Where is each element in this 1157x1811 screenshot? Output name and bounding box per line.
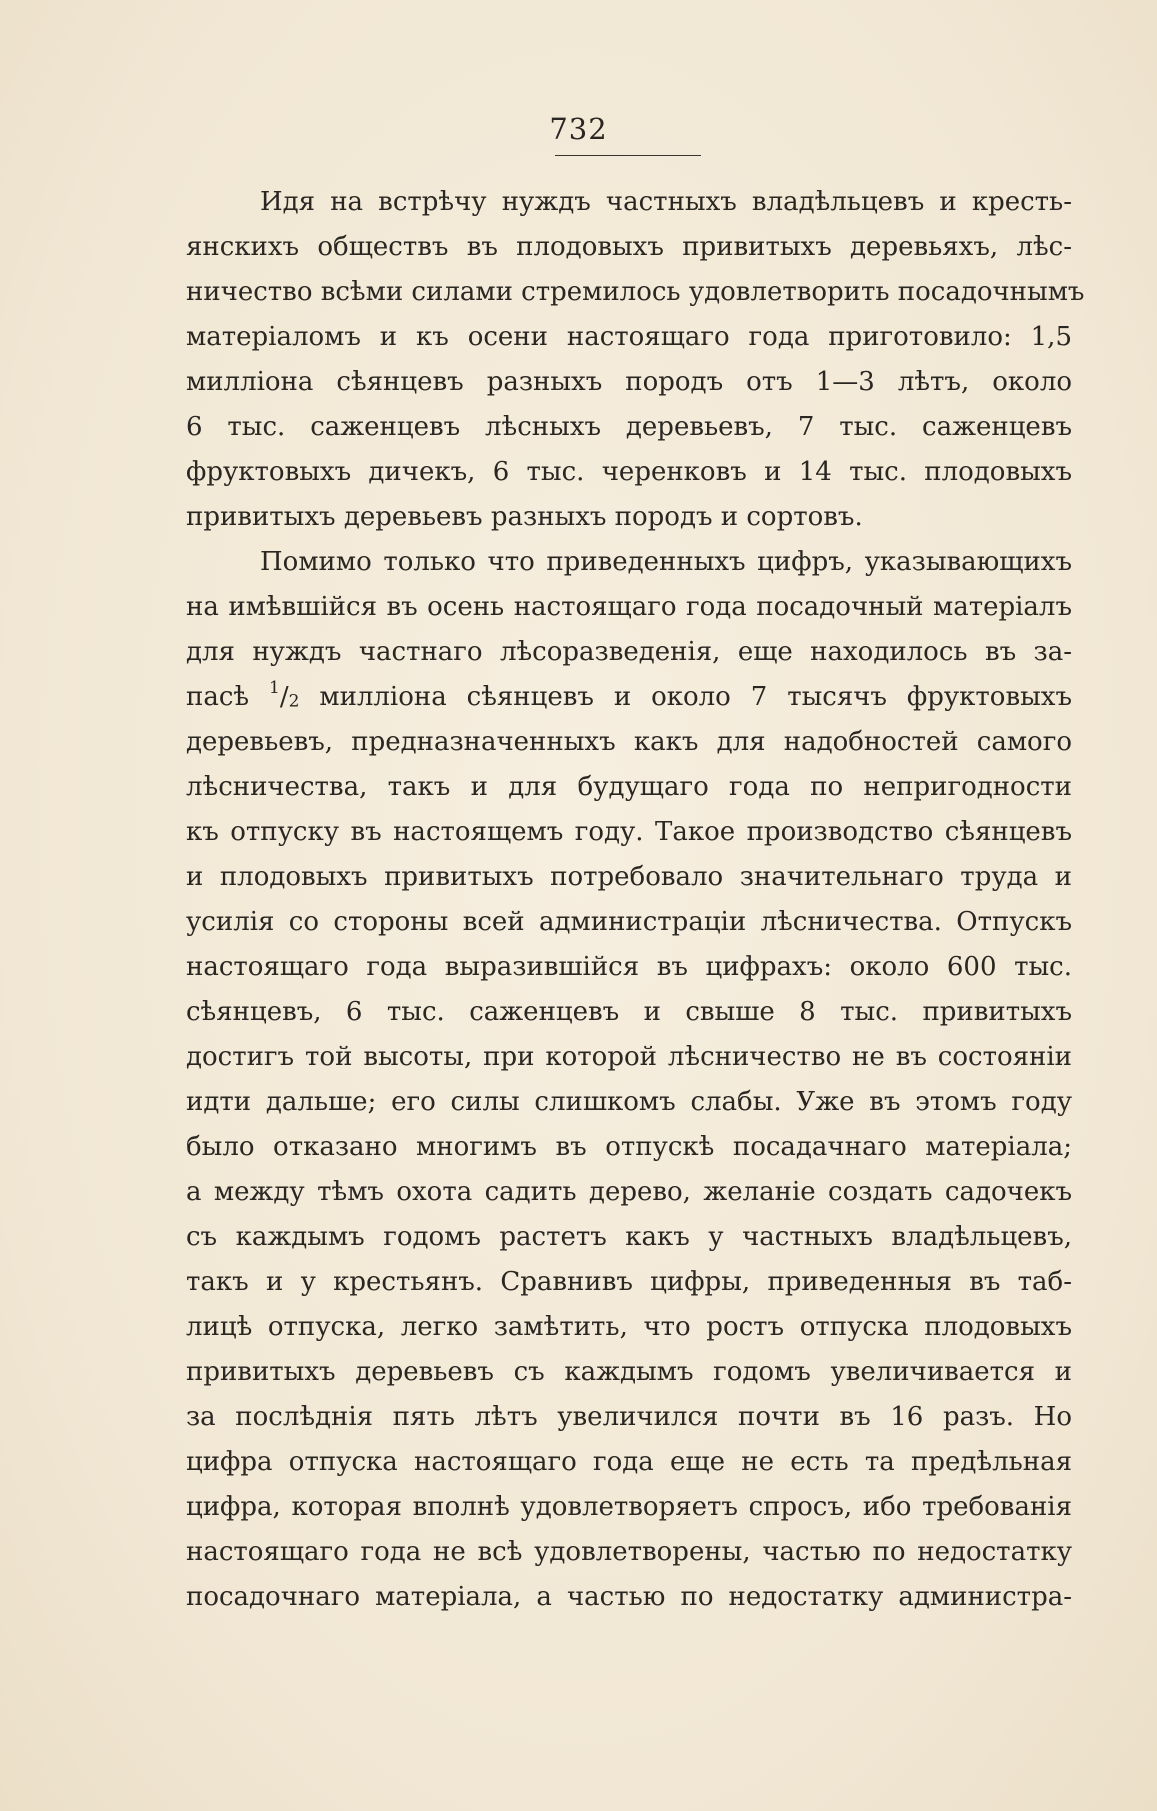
body-text (186, 180, 1085, 1620)
text-line: 6 тыс. саженцевъ лѣсныхъ деревьевъ, 7 тыс. саженцевъ (186, 412, 1072, 442)
text-line: настоящаго года выразившійся въ цифрахъ: около 600 тыс. (186, 952, 1072, 982)
text-line: настоящаго года не всѣ удовлетворены, частью по недостатку (186, 1537, 1072, 1567)
text-line: на имѣвшійся въ осень настоящаго года посадочный матеріалъ (186, 592, 1072, 622)
text-line: привитыхъ деревьевъ съ каждымъ годомъ увеличивается и (186, 1357, 1072, 1387)
text-line: и плодовыхъ привитыхъ потребовало значительнаго труда и (186, 862, 1072, 892)
text-line: усилія со стороны всей администраціи лѣсничества. Отпускъ (186, 907, 1072, 937)
text-line: янскихъ обществъ въ плодовыхъ привитыхъ деревьяхъ, лѣс- (186, 232, 1072, 262)
text-line: было отказано многимъ въ отпускѣ посадачнаго матеріала; (186, 1132, 1072, 1162)
text-line: лицѣ отпуска, легко замѣтить, что ростъ отпуска плодовыхъ (186, 1312, 1072, 1342)
fraction-numerator: 1 (269, 678, 280, 699)
fraction (269, 678, 300, 712)
text-segment: милліона сѣянцевъ и около 7 тысячъ фруктовыхъ (319, 682, 1072, 712)
text-line: къ отпуску въ настоящемъ году. Такое производство сѣянцевъ (186, 817, 1072, 847)
page-number: 732 (549, 112, 608, 146)
text-line: фруктовыхъ дичекъ, 6 тыс. черенковъ и 14 тыс. плодовыхъ (186, 457, 1072, 487)
text-line: для нуждъ частнаго лѣсоразведенія, еще находилось въ за- (186, 637, 1072, 667)
text-line: Помимо только что приведенныхъ цифръ, указывающихъ (260, 547, 1072, 577)
text-line: посадочнаго матеріала, а частью по недостатку администра- (186, 1582, 1072, 1612)
text-line: за послѣднія пять лѣтъ увеличился почти въ 16 разъ. Но (186, 1402, 1072, 1432)
text-line: сѣянцевъ, 6 тыс. саженцевъ и свыше 8 тыс. привитыхъ (186, 997, 1072, 1027)
fraction-slash: / (279, 682, 289, 712)
text-line: ничество всѣми силами стремилось удовлетворить посадочнымъ (186, 277, 1085, 307)
paragraph-2 (186, 540, 1072, 1620)
text-line: идти дальше; его силы слишкомъ слабы. Уже въ этомъ году (186, 1087, 1072, 1117)
text-line: лѣсничества, такъ и для будущаго года по непригодности (186, 772, 1072, 802)
text-line: матеріаломъ и къ осени настоящаго года приготовило: 1,5 (186, 322, 1072, 352)
text-line: а между тѣмъ охота садить дерево, желаніе создать садочекъ (186, 1177, 1072, 1207)
text-segment: пасѣ (186, 682, 250, 712)
text-line: такъ и у крестьянъ. Сравнивъ цифры, приведенныя въ таб- (186, 1267, 1072, 1297)
page-number-rule (555, 155, 701, 156)
paragraph-1 (186, 180, 1085, 540)
fraction-denominator: 2 (288, 691, 300, 712)
text-line: привитыхъ деревьевъ разныхъ породъ и сортовъ. (186, 502, 863, 532)
text-line: съ каждымъ годомъ растетъ какъ у частныхъ владѣльцевъ, (186, 1222, 1072, 1252)
text-line: достигъ той высоты, при которой лѣсничество не въ состояніи (186, 1042, 1072, 1072)
text-line: цифра отпуска настоящаго года еще не есть та предѣльная (186, 1447, 1072, 1477)
text-line: деревьевъ, предназначенныхъ какъ для надобностей самого (186, 727, 1072, 757)
text-line-with-fraction (186, 675, 1072, 720)
text-line: цифра, которая вполнѣ удовлетворяетъ спросъ, ибо требованія (186, 1492, 1072, 1522)
text-line: Идя на встрѣчу нуждъ частныхъ владѣльцевъ и кресть- (260, 187, 1072, 217)
text-line: милліона сѣянцевъ разныхъ породъ отъ 1—3 лѣтъ, около (186, 367, 1072, 397)
